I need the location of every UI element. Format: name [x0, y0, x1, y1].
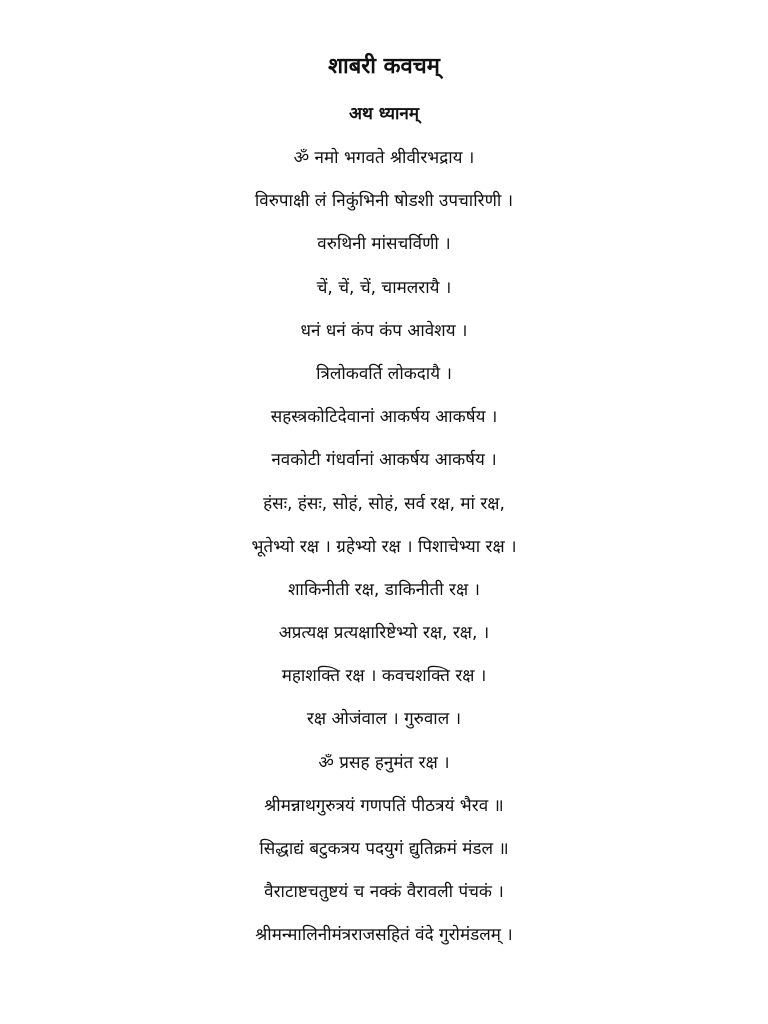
verse-line: ॐ नमो भगवते श्रीवीरभद्राय । — [293, 148, 475, 168]
verse-line: धनं धनं कंप कंप आवेशय । — [300, 320, 468, 341]
page-title: शाबरी कवचम् — [328, 54, 440, 79]
verse-line: वरुथिनी मांसचर्विणी । — [317, 234, 451, 255]
verse-line: महाशक्ति रक्ष । कवचशक्ति रक्ष । — [281, 666, 487, 687]
verse-line: चें, चें, चें, चामलरायै । — [316, 277, 452, 298]
verse-line: वैराटाष्टचतुष्टयं च नक्कं वैरावली पंचकं । — [264, 882, 504, 903]
verse-line: अप्रत्यक्ष प्रत्यक्षारिष्टेभ्यो रक्ष, रक्ष, । — [278, 623, 490, 644]
verse-line: सहस्त्रकोटिदेवानां आकर्षय आकर्षय । — [270, 407, 498, 428]
verse-line: भूतेभ्यो रक्ष । ग्रहेभ्यो रक्ष । पिशाचेभ्या रक्ष । — [251, 536, 517, 557]
verse-line: शाकिनीती रक्ष, डाकिनीती रक्ष । — [288, 579, 480, 600]
verse-line: विरुपाक्षी लं निकुंभिनी षोडशी उपचारिणी । — [254, 191, 514, 212]
verse-line: हंसः, हंसः, सोहं, सोहं, सर्व रक्ष, मां रक्ष, — [263, 493, 505, 514]
verse-line: श्रीमन्नाथगुरुत्रयं गणपतिं पीठत्रयं भैरव ॥ — [264, 795, 504, 816]
verse-line: ॐ प्रसह हनुमंत रक्ष । — [318, 752, 450, 773]
verse-line: सिद्धाद्यं बटुकत्रय पदयुगं द्युतिक्रमं मंडल ॥ — [259, 839, 509, 859]
verse-line: रक्ष ओजंवाल । गुरुवाल । — [306, 709, 462, 730]
verse-line: श्रीमन्मालिनीमंत्रराजसहितं वंदे गुरोमंडलम् । — [255, 925, 513, 946]
verse-list — [0, 144, 768, 965]
verse-line: त्रिलोकवर्ति लोकदायै । — [316, 363, 452, 384]
section-heading: अथ ध्यानम् — [348, 104, 420, 124]
verse-line: नवकोटी गंधर्वानां आकर्षय आकर्षय । — [271, 450, 497, 471]
